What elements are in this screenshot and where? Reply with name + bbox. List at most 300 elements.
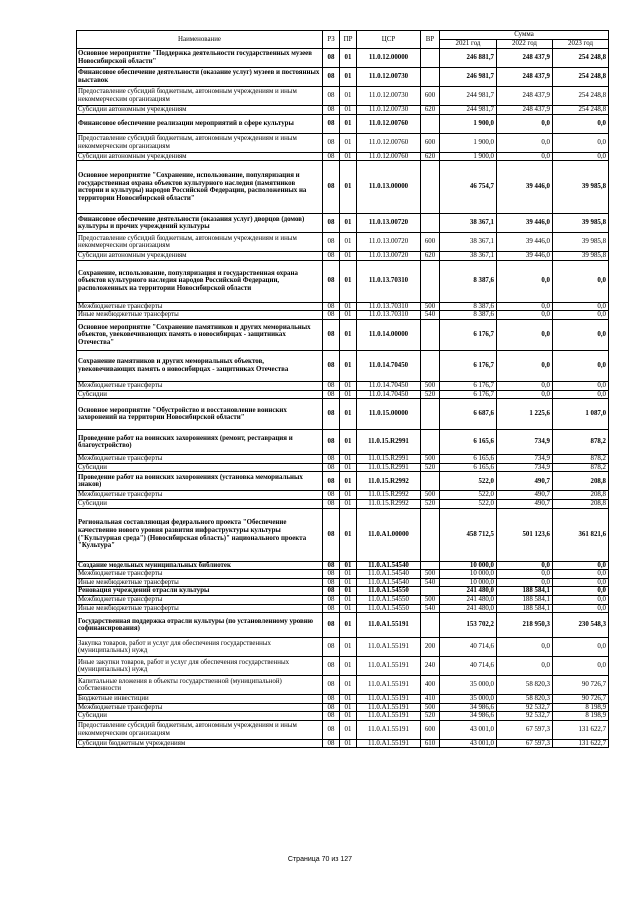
cell-2021: 10 000,0 — [440, 578, 497, 587]
cell-2021: 6 176,7 — [440, 350, 497, 381]
cell-name: Капитальные вложения в объекты государственной (муниципальной) собственности — [77, 676, 323, 695]
cell-2022: 0,0 — [497, 260, 553, 302]
cell-name: Проведение работ на воинских захоронениях (установка мемориальных знаков) — [77, 472, 323, 491]
cell-csr: 11.0.A1.55191 — [357, 657, 421, 676]
cell-2021: 6 176,7 — [440, 319, 497, 350]
cell-pr: 01 — [340, 499, 357, 508]
cell-2023: 254 248,8 — [553, 87, 609, 106]
cell-2021: 522,0 — [440, 472, 497, 491]
cell-vr: 500 — [421, 302, 440, 311]
cell-name: Иные межбюджетные трансферты — [77, 311, 323, 320]
cell-vr — [421, 214, 440, 233]
cell-2023: 8 198,9 — [553, 712, 609, 721]
table-row — [77, 695, 609, 704]
cell-name: Межбюджетные трансферты — [77, 302, 323, 311]
cell-name: Основное мероприятие "Сохранение, использование, популяризация и государственная охрана объектов культурного наследия (памятников истории и культуры) народов Российской Федерации, расположенных на территории Новосибирской области" — [77, 161, 323, 214]
cell-name: Предоставление субсидий бюджетным, автономным учреждениям и иным некоммерческим организациям — [77, 720, 323, 739]
cell-2022: 39 446,0 — [497, 161, 553, 214]
cell-2022: 39 446,0 — [497, 233, 553, 252]
cell-csr: 11.0.13.70310 — [357, 260, 421, 302]
cell-2022: 39 446,0 — [497, 214, 553, 233]
cell-2022: 0,0 — [497, 152, 553, 161]
cell-csr: 11.0.A1.55191 — [357, 720, 421, 739]
cell-2021: 244 981,7 — [440, 106, 497, 115]
page-footer: Страница 70 из 127 — [287, 856, 353, 863]
cell-csr: 11.0.A1.00000 — [357, 508, 421, 561]
cell-rz: 08 — [323, 472, 340, 491]
cell-pr: 01 — [340, 604, 357, 613]
cell-2021: 8 387,6 — [440, 302, 497, 311]
budget-document — [76, 30, 608, 748]
cell-pr: 01 — [340, 570, 357, 579]
table-row — [77, 657, 609, 676]
cell-2023: 0,0 — [553, 114, 609, 133]
cell-2021: 38 367,1 — [440, 233, 497, 252]
cell-csr: 11.0.A1.54550 — [357, 604, 421, 613]
cell-vr — [421, 561, 440, 570]
cell-vr: 600 — [421, 720, 440, 739]
cell-csr: 11.0.12.00760 — [357, 114, 421, 133]
cell-csr: 11.0.12.00730 — [357, 87, 421, 106]
cell-2022: 58 820,3 — [497, 676, 553, 695]
cell-pr: 01 — [340, 587, 357, 596]
cell-2022: 92 532,7 — [497, 703, 553, 712]
cell-name: Сохранение, использование, популяризация и государственная охрана объектов культурного наследия народов Российской Федерации, расположенных на территории Новосибирской области — [77, 260, 323, 302]
cell-2022: 734,9 — [497, 430, 553, 455]
cell-csr: 11.0.15.R2991 — [357, 455, 421, 464]
cell-rz: 08 — [323, 319, 340, 350]
cell-rz: 08 — [323, 161, 340, 214]
cell-name: Проведение работ на воинских захоронениях (ремонт, реставрация и благоустройство) — [77, 430, 323, 455]
cell-2022: 490,7 — [497, 472, 553, 491]
cell-name: Межбюджетные трансферты — [77, 455, 323, 464]
cell-name: Основное мероприятие "Сохранение памятников и других мемориальных объектов, увековечивающих память о новосибирцах - защитниках Отечества" — [77, 319, 323, 350]
cell-2022: 501 123,6 — [497, 508, 553, 561]
cell-vr: 500 — [421, 381, 440, 390]
cell-2022: 0,0 — [497, 638, 553, 657]
cell-2021: 522,0 — [440, 491, 497, 500]
cell-pr: 01 — [340, 463, 357, 472]
cell-pr: 01 — [340, 455, 357, 464]
col-header-sums: Сумма — [440, 31, 609, 40]
cell-2022: 0,0 — [497, 319, 553, 350]
cell-vr: 540 — [421, 311, 440, 320]
cell-csr: 11.0.14.70450 — [357, 390, 421, 399]
cell-rz: 08 — [323, 252, 340, 261]
cell-rz: 08 — [323, 430, 340, 455]
cell-rz: 08 — [323, 455, 340, 464]
cell-2021: 522,0 — [440, 499, 497, 508]
cell-2023: 0,0 — [553, 587, 609, 596]
cell-2023: 230 548,3 — [553, 613, 609, 638]
cell-rz: 08 — [323, 604, 340, 613]
table-row — [77, 613, 609, 638]
cell-rz: 08 — [323, 739, 340, 748]
table-row — [77, 491, 609, 500]
cell-rz: 08 — [323, 399, 340, 430]
cell-pr: 01 — [340, 252, 357, 261]
cell-name: Межбюджетные трансферты — [77, 595, 323, 604]
cell-2021: 10 000,0 — [440, 561, 497, 570]
cell-2021: 6 165,6 — [440, 430, 497, 455]
cell-rz: 08 — [323, 561, 340, 570]
cell-2022: 188 584,1 — [497, 587, 553, 596]
cell-name: Финансовое обеспечение деятельности (оказания услуг) дворцов (домов) культуры и прочих учреждений культуры — [77, 214, 323, 233]
cell-csr: 11.0.15.R2991 — [357, 430, 421, 455]
cell-name: Субсидии — [77, 712, 323, 721]
cell-name: Субсидии — [77, 499, 323, 508]
cell-2021: 8 387,6 — [440, 260, 497, 302]
cell-vr — [421, 319, 440, 350]
cell-vr — [421, 613, 440, 638]
cell-vr: 520 — [421, 712, 440, 721]
cell-vr — [421, 508, 440, 561]
cell-rz: 08 — [323, 260, 340, 302]
cell-2022: 0,0 — [497, 570, 553, 579]
col-header-rz: РЗ — [323, 31, 340, 49]
col-header-name: Наименование — [77, 31, 323, 49]
cell-2023: 361 821,6 — [553, 508, 609, 561]
cell-2023: 8 198,9 — [553, 703, 609, 712]
cell-csr: 11.0.A1.54540 — [357, 561, 421, 570]
cell-vr: 600 — [421, 87, 440, 106]
table-row — [77, 595, 609, 604]
cell-rz: 08 — [323, 68, 340, 87]
cell-csr: 11.0.A1.55191 — [357, 613, 421, 638]
cell-name: Предоставление субсидий бюджетным, автономным учреждениям и иным некоммерческим организациям — [77, 233, 323, 252]
cell-name: Основное мероприятие "Поддержка деятельности государственных музеев Новосибирской области" — [77, 49, 323, 68]
cell-2023: 0,0 — [553, 561, 609, 570]
table-row — [77, 87, 609, 106]
cell-2021: 241 480,0 — [440, 595, 497, 604]
cell-vr — [421, 68, 440, 87]
cell-2022: 248 437,9 — [497, 106, 553, 115]
cell-2023: 0,0 — [553, 152, 609, 161]
cell-pr: 01 — [340, 703, 357, 712]
cell-vr — [421, 430, 440, 455]
table-row — [77, 638, 609, 657]
cell-rz: 08 — [323, 49, 340, 68]
cell-2021: 246 981,7 — [440, 68, 497, 87]
cell-2023: 0,0 — [553, 638, 609, 657]
cell-pr: 01 — [340, 472, 357, 491]
cell-2023: 131 622,7 — [553, 720, 609, 739]
cell-rz: 08 — [323, 106, 340, 115]
cell-rz: 08 — [323, 233, 340, 252]
table-row — [77, 399, 609, 430]
table-row — [77, 455, 609, 464]
cell-rz: 08 — [323, 508, 340, 561]
cell-pr: 01 — [340, 561, 357, 570]
cell-rz: 08 — [323, 695, 340, 704]
cell-name: Финансовое обеспечение деятельности (оказание услуг) музеев и постоянных выставок — [77, 68, 323, 87]
cell-rz: 08 — [323, 638, 340, 657]
cell-name: Субсидии — [77, 390, 323, 399]
cell-pr: 01 — [340, 390, 357, 399]
table-row — [77, 302, 609, 311]
table-row — [77, 720, 609, 739]
cell-name: Межбюджетные трансферты — [77, 703, 323, 712]
cell-rz: 08 — [323, 390, 340, 399]
cell-csr: 11.0.A1.55191 — [357, 695, 421, 704]
cell-2021: 34 986,6 — [440, 703, 497, 712]
cell-2021: 35 000,0 — [440, 676, 497, 695]
cell-name: Межбюджетные трансферты — [77, 381, 323, 390]
cell-pr: 01 — [340, 114, 357, 133]
cell-2021: 6 165,6 — [440, 455, 497, 464]
cell-2023: 90 726,7 — [553, 676, 609, 695]
cell-pr: 01 — [340, 720, 357, 739]
cell-name: Субсидии автономным учреждениям — [77, 252, 323, 261]
cell-2023: 878,2 — [553, 455, 609, 464]
cell-2023: 0,0 — [553, 390, 609, 399]
cell-vr — [421, 587, 440, 596]
cell-rz: 08 — [323, 491, 340, 500]
cell-pr: 01 — [340, 319, 357, 350]
cell-name: Государственная поддержка отрасли культуры (по установленному уровню софинансирования) — [77, 613, 323, 638]
cell-pr: 01 — [340, 68, 357, 87]
cell-rz: 08 — [323, 152, 340, 161]
cell-csr: 11.0.12.00730 — [357, 68, 421, 87]
cell-pr: 01 — [340, 381, 357, 390]
cell-2021: 241 480,0 — [440, 604, 497, 613]
cell-csr: 11.0.13.70310 — [357, 311, 421, 320]
cell-csr: 11.0.A1.55191 — [357, 676, 421, 695]
cell-rz: 08 — [323, 587, 340, 596]
cell-csr: 11.0.14.70450 — [357, 350, 421, 381]
cell-vr: 540 — [421, 578, 440, 587]
cell-2022: 188 584,1 — [497, 595, 553, 604]
cell-2022: 0,0 — [497, 350, 553, 381]
cell-rz: 08 — [323, 703, 340, 712]
cell-2022: 0,0 — [497, 114, 553, 133]
table-row — [77, 133, 609, 152]
cell-rz: 08 — [323, 720, 340, 739]
cell-pr: 01 — [340, 578, 357, 587]
cell-rz: 08 — [323, 302, 340, 311]
cell-2021: 38 367,1 — [440, 252, 497, 261]
cell-vr — [421, 161, 440, 214]
cell-vr: 500 — [421, 595, 440, 604]
cell-name: Закупка товаров, работ и услуг для обеспечения государственных (муниципальных) нужд — [77, 638, 323, 657]
cell-2023: 0,0 — [553, 604, 609, 613]
cell-pr: 01 — [340, 508, 357, 561]
cell-2023: 0,0 — [553, 578, 609, 587]
cell-vr: 620 — [421, 252, 440, 261]
cell-pr: 01 — [340, 302, 357, 311]
cell-2022: 248 437,9 — [497, 49, 553, 68]
cell-2021: 40 714,6 — [440, 638, 497, 657]
cell-vr: 520 — [421, 463, 440, 472]
table-row — [77, 578, 609, 587]
table-row — [77, 463, 609, 472]
cell-csr: 11.0.13.70310 — [357, 302, 421, 311]
table-row — [77, 260, 609, 302]
cell-2023: 878,2 — [553, 430, 609, 455]
cell-rz: 08 — [323, 657, 340, 676]
cell-vr: 600 — [421, 233, 440, 252]
cell-vr: 620 — [421, 106, 440, 115]
cell-2021: 1 900,0 — [440, 114, 497, 133]
cell-2023: 39 985,8 — [553, 233, 609, 252]
cell-name: Субсидии автономным учреждениям — [77, 106, 323, 115]
cell-2021: 244 981,7 — [440, 87, 497, 106]
cell-rz: 08 — [323, 350, 340, 381]
col-header-vr: ВР — [421, 31, 440, 49]
cell-vr: 410 — [421, 695, 440, 704]
cell-rz: 08 — [323, 595, 340, 604]
cell-2021: 246 881,7 — [440, 49, 497, 68]
cell-pr: 01 — [340, 87, 357, 106]
table-row — [77, 508, 609, 561]
cell-2022: 0,0 — [497, 381, 553, 390]
table-row — [77, 604, 609, 613]
cell-csr: 11.0.14.70450 — [357, 381, 421, 390]
cell-pr: 01 — [340, 491, 357, 500]
cell-rz: 08 — [323, 214, 340, 233]
col-header-2023: 2023 год — [553, 40, 609, 49]
cell-name: Иные межбюджетные трансферты — [77, 604, 323, 613]
cell-2023: 39 985,8 — [553, 161, 609, 214]
cell-2023: 878,2 — [553, 463, 609, 472]
cell-2022: 734,9 — [497, 463, 553, 472]
cell-pr: 01 — [340, 695, 357, 704]
cell-2021: 35 000,0 — [440, 695, 497, 704]
cell-name: Бюджетные инвестиции — [77, 695, 323, 704]
cell-vr — [421, 472, 440, 491]
cell-pr: 01 — [340, 613, 357, 638]
cell-pr: 01 — [340, 233, 357, 252]
cell-vr: 500 — [421, 491, 440, 500]
cell-vr — [421, 399, 440, 430]
cell-2022: 218 950,3 — [497, 613, 553, 638]
cell-name: Региональная составляющая федерального проекта "Обеспечение качественно нового уровня развития инфраструктуры культуры ("Культурная среда") (Новосибирская область)" национального проекта "Культура" — [77, 508, 323, 561]
cell-name: Финансовое обеспечение реализации мероприятий в сфере культуры — [77, 114, 323, 133]
cell-csr: 11.0.12.00760 — [357, 152, 421, 161]
cell-csr: 11.0.A1.54550 — [357, 595, 421, 604]
cell-2021: 6 165,6 — [440, 463, 497, 472]
cell-2023: 0,0 — [553, 133, 609, 152]
cell-2022: 490,7 — [497, 491, 553, 500]
cell-pr: 01 — [340, 106, 357, 115]
cell-vr: 500 — [421, 703, 440, 712]
cell-2022: 0,0 — [497, 390, 553, 399]
table-row — [77, 381, 609, 390]
cell-vr: 520 — [421, 499, 440, 508]
cell-2021: 6 176,7 — [440, 390, 497, 399]
cell-pr: 01 — [340, 595, 357, 604]
cell-2023: 254 248,8 — [553, 68, 609, 87]
cell-2022: 0,0 — [497, 133, 553, 152]
cell-pr: 01 — [340, 152, 357, 161]
cell-2022: 0,0 — [497, 578, 553, 587]
cell-vr — [421, 49, 440, 68]
cell-vr: 500 — [421, 570, 440, 579]
cell-2023: 0,0 — [553, 302, 609, 311]
table-row — [77, 49, 609, 68]
table-row — [77, 114, 609, 133]
cell-2021: 34 986,6 — [440, 712, 497, 721]
cell-2022: 188 584,1 — [497, 604, 553, 613]
cell-rz: 08 — [323, 578, 340, 587]
col-header-2022: 2022 год — [497, 40, 553, 49]
cell-pr: 01 — [340, 350, 357, 381]
cell-2022: 0,0 — [497, 302, 553, 311]
cell-2021: 241 480,0 — [440, 587, 497, 596]
cell-csr: 11.0.15.00000 — [357, 399, 421, 430]
table-row — [77, 233, 609, 252]
cell-2021: 458 712,5 — [440, 508, 497, 561]
cell-2023: 0,0 — [553, 595, 609, 604]
cell-vr: 620 — [421, 152, 440, 161]
cell-csr: 11.0.15.R2992 — [357, 491, 421, 500]
cell-name: Создание модельных муниципальных библиотек — [77, 561, 323, 570]
cell-rz: 08 — [323, 311, 340, 320]
cell-csr: 11.0.15.R2991 — [357, 463, 421, 472]
cell-2023: 1 087,0 — [553, 399, 609, 430]
cell-2023: 131 622,7 — [553, 739, 609, 748]
cell-csr: 11.0.13.00720 — [357, 214, 421, 233]
cell-2021: 8 387,6 — [440, 311, 497, 320]
cell-2022: 248 437,9 — [497, 87, 553, 106]
table-row — [77, 106, 609, 115]
cell-name: Иные межбюджетные трансферты — [77, 578, 323, 587]
cell-rz: 08 — [323, 570, 340, 579]
cell-rz: 08 — [323, 676, 340, 695]
table-row — [77, 252, 609, 261]
table-row — [77, 561, 609, 570]
table-row — [77, 311, 609, 320]
cell-vr — [421, 260, 440, 302]
col-header-csr: ЦСР — [357, 31, 421, 49]
cell-pr: 01 — [340, 214, 357, 233]
col-header-2021: 2021 год — [440, 40, 497, 49]
cell-csr: 11.0.A1.54540 — [357, 578, 421, 587]
table-row — [77, 214, 609, 233]
cell-2021: 10 000,0 — [440, 570, 497, 579]
table-row — [77, 430, 609, 455]
cell-vr: 540 — [421, 604, 440, 613]
table-row — [77, 499, 609, 508]
cell-rz: 08 — [323, 499, 340, 508]
table-row — [77, 319, 609, 350]
cell-vr: 610 — [421, 739, 440, 748]
cell-pr: 01 — [340, 399, 357, 430]
cell-name: Субсидии автономным учреждениям — [77, 152, 323, 161]
cell-vr: 500 — [421, 455, 440, 464]
cell-name: Иные закупки товаров, работ и услуг для обеспечения государственных (муниципальных) нужд — [77, 657, 323, 676]
cell-2022: 0,0 — [497, 657, 553, 676]
cell-pr: 01 — [340, 311, 357, 320]
table-row — [77, 472, 609, 491]
cell-pr: 01 — [340, 133, 357, 152]
cell-pr: 01 — [340, 430, 357, 455]
cell-name: Реновация учреждений отрасли культуры — [77, 587, 323, 596]
cell-2023: 0,0 — [553, 319, 609, 350]
cell-2021: 46 754,7 — [440, 161, 497, 214]
cell-csr: 11.0.15.R2992 — [357, 472, 421, 491]
cell-rz: 08 — [323, 133, 340, 152]
cell-name: Межбюджетные трансферты — [77, 491, 323, 500]
cell-pr: 01 — [340, 161, 357, 214]
cell-2023: 90 726,7 — [553, 695, 609, 704]
cell-name: Основное мероприятие "Обустройство и восстановление воинских захоронений на территории Новосибирской области" — [77, 399, 323, 430]
cell-2022: 67 597,3 — [497, 720, 553, 739]
cell-csr: 11.0.13.00720 — [357, 233, 421, 252]
cell-vr: 600 — [421, 133, 440, 152]
cell-2021: 1 900,0 — [440, 152, 497, 161]
cell-vr — [421, 114, 440, 133]
